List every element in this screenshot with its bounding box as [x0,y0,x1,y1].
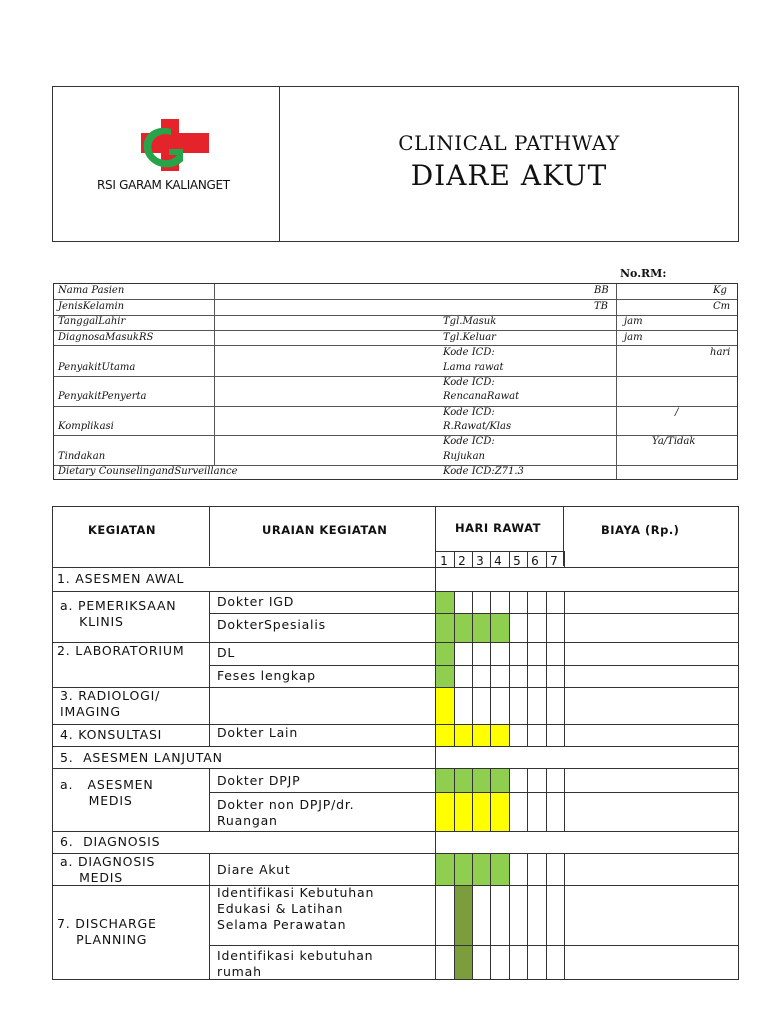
day-fill-dokter_dpjp-1 [436,768,454,792]
row-divider [53,853,738,854]
hospital-logo [137,119,211,175]
col-divider [209,724,210,746]
day-col-divider [472,642,473,665]
day-col-divider [527,665,528,687]
day-col-divider [472,724,473,746]
col-divider [209,687,210,724]
row-divider [210,792,738,793]
day-col-divider [509,885,510,945]
section-diagnosis: 6. DIAGNOSIS [60,834,161,849]
no-rm-label: No.RM: [620,267,667,280]
day-col-divider [454,665,455,687]
label-penyakit-penyerta: PenyakitPenyerta [58,391,147,402]
label-ya-tidak: Ya/Tidak [652,436,696,447]
section-radiologi: 3. RADIOLOGI/ IMAGING [60,688,161,719]
day-fill-diare_akut-4 [490,853,509,885]
day-col-divider [546,591,547,613]
section-konsultasi: 4. KONSULTASI [60,727,163,742]
label-hari: hari [710,347,731,358]
day-col-divider [564,724,565,746]
day-fill-radiologi-1 [436,687,454,724]
day-col-divider [509,945,510,979]
day-col-divider [546,687,547,724]
day-col-divider [472,665,473,687]
label-tb: TB [594,301,609,312]
col-divider [209,768,210,792]
day-fill-dokter_lain-1 [436,724,454,746]
day-col-divider [490,853,491,885]
day-fill-dokter_lain-3 [472,724,490,746]
day-fill-identifikasi_edukasi-2 [454,885,472,945]
day-col-divider [490,768,491,792]
label-tgl-masuk: Tgl.Masuk [443,316,497,327]
day-col-divider [527,768,528,792]
day-col-divider [564,642,565,665]
item-dokter-igd: Dokter IGD [217,594,295,609]
day-fill-dokter_non_dpjp-3 [472,792,490,831]
day-col-divider [527,687,528,724]
day-col-divider [472,885,473,945]
label-penyakit-utama: PenyakitUtama [58,362,136,373]
day-col-divider [509,642,510,665]
day-col-divider [472,768,473,792]
day-col-divider [454,591,455,613]
label-cm: Cm [713,301,731,312]
day-number-6: 6 [531,554,539,568]
day-number-1: 1 [440,554,448,568]
day-col-divider [472,687,473,724]
row-divider [53,885,738,886]
day-col-divider [546,945,547,979]
label-nama-pasien: Nama Pasien [58,285,125,296]
item-dokter-lain: Dokter Lain [217,725,299,740]
label-komplikasi: Komplikasi [58,421,114,432]
row-divider [53,768,738,769]
item-dl: DL [217,645,236,660]
col-divider [209,885,210,945]
col-divider [209,665,210,687]
day-col-divider [490,687,491,724]
day-fill-diare_akut-1 [436,853,454,885]
day-col-divider [546,665,547,687]
day-fill-diare_akut-3 [472,853,490,885]
day-col-divider [509,792,510,831]
day-fill-dokter_spesialis-4 [490,613,509,642]
day-col-divider [527,853,528,885]
col-divider [209,945,210,979]
label-kode-icd-z: Kode ICD:Z71.3 [443,466,524,477]
label-tindakan: Tindakan [58,451,106,462]
label-kode-icd-2: Kode ICD: [443,377,495,388]
day-col-divider [509,687,510,724]
day-number-4: 4 [494,554,502,568]
day-col-divider [564,853,565,885]
day-col-divider [546,792,547,831]
label-kg: Kg [713,285,727,296]
label-jenis-kelamin: JenisKelamin [58,301,125,312]
section-pemeriksaan-klinis: a. PEMERIKSAAN KLINIS [60,598,177,629]
label-rujukan: Rujukan [443,451,485,462]
day-fill-dl-1 [436,642,454,665]
header-biaya: BIAYA (Rp.) [601,523,680,537]
row-divider [210,665,738,666]
day-col-divider [490,885,491,945]
col-divider [435,507,436,979]
header-uraian: URAIAN KEGIATAN [262,523,388,537]
day-fill-dokter_dpjp-2 [454,768,472,792]
row-divider [210,945,738,946]
day-col-divider [509,768,510,792]
day-col-divider [472,853,473,885]
label-kode-icd-3: Kode ICD: [443,407,495,418]
row-divider [53,831,738,832]
day-col-divider [509,591,510,613]
label-kode-icd-1: Kode ICD: [443,347,495,358]
item-feses-lengkap: Feses lengkap [217,668,316,683]
day-fill-dokter_spesialis-1 [436,613,454,642]
day-col-divider [490,613,491,642]
header-box [52,86,739,242]
day-col-divider [472,591,473,613]
header-kegiatan: KEGIATAN [88,523,156,537]
day-fill-identifikasi_rumah-2 [454,945,472,979]
day-col-divider [564,792,565,831]
row-divider [53,724,738,725]
label-tgl-keluar: Tgl.Keluar [443,332,496,343]
patient-info-table [53,283,738,480]
day-fill-dokter_dpjp-3 [472,768,490,792]
item-dokter-dpjp: Dokter DPJP [217,773,301,788]
day-col-divider [454,768,455,792]
row-divider [54,330,737,331]
row-divider [54,376,737,377]
row-divider [54,299,737,300]
day-col-divider [509,665,510,687]
day-col-divider [546,613,547,642]
row-divider [54,345,737,346]
day-col-divider [490,945,491,979]
col-divider [209,591,210,613]
col-divider [214,284,215,465]
day-col-divider [564,768,565,792]
item-dokter-spesialis: DokterSpesialis [217,617,326,632]
label-tanggal-lahir: TanggalLahir [58,316,126,327]
day-col-divider [509,853,510,885]
label-rencana-rawat: RencanaRawat [443,391,520,402]
row-divider [436,551,564,552]
day-col-divider [454,724,455,746]
label-jam-keluar: jam [624,332,643,343]
day-number-3: 3 [476,554,484,568]
col-divider [209,792,210,831]
col-divider [616,284,617,479]
label-diagnosa-masuk: DiagnosaMasukRS [58,332,154,343]
day-col-divider [564,613,565,642]
day-number-5: 5 [513,554,521,568]
day-col-divider [454,613,455,642]
document-title-line2: DIARE AKUT [410,159,608,192]
row-divider [53,591,738,592]
row-divider [53,567,738,568]
day-col-divider [527,724,528,746]
label-r-rawat-klas: R.Rawat/Klas [443,421,512,432]
label-slash: / [675,407,679,418]
day-col-divider [546,885,547,945]
day-fill-dokter_spesialis-3 [472,613,490,642]
day-col-divider [527,885,528,945]
day-col-divider [546,724,547,746]
row-divider [54,435,737,436]
day-col-divider [490,591,491,613]
day-col-divider [564,945,565,979]
day-fill-dokter_spesialis-2 [454,613,472,642]
label-dietary: Dietary CounselingandSurveillance [58,466,238,477]
item-identifikasi-edukasi: Identifikasi Kebutuhan Edukasi & Latihan Selama Perawatan [217,885,375,932]
item-dokter-non-dpjp: Dokter non DPJP/dr. Ruangan [217,797,355,828]
section-asesmen-lanjutan: 5. ASESMEN LANJUTAN [60,750,223,765]
day-col-divider [546,768,547,792]
day-col-divider [472,945,473,979]
section-discharge-planning: 7. DISCHARGE PLANNING [57,916,157,947]
day-col-divider [527,792,528,831]
day-fill-diare_akut-2 [454,853,472,885]
row-divider [54,406,737,407]
day-col-divider [564,687,565,724]
day-col-divider [564,665,565,687]
section-diagnosis-medis: a. DIAGNOSIS MEDIS [60,854,156,885]
day-col-divider [454,642,455,665]
row-divider [53,746,738,747]
day-fill-feses_lengkap-1 [436,665,454,687]
section-laboratorium: 2. LABORATORIUM [57,643,185,658]
day-col-divider [490,792,491,831]
day-fill-dokter_lain-2 [454,724,472,746]
day-fill-dokter_igd-1 [436,591,454,613]
col-divider [209,613,210,642]
day-col-divider [454,792,455,831]
day-col-divider [546,642,547,665]
label-jam-masuk: jam [624,316,643,327]
day-col-divider [527,945,528,979]
label-kode-icd-4: Kode ICD: [443,436,495,447]
day-col-divider [490,665,491,687]
day-col-divider [490,724,491,746]
header-hari-rawat: HARI RAWAT [455,521,541,535]
day-col-divider [472,613,473,642]
day-fill-dokter_non_dpjp-2 [454,792,472,831]
day-col-divider [564,551,565,567]
day-number-2: 2 [458,554,466,568]
day-fill-dokter_lain-4 [490,724,509,746]
day-col-divider [564,591,565,613]
row-divider [210,613,738,614]
day-col-divider [454,687,455,724]
day-fill-dokter_non_dpjp-1 [436,792,454,831]
section-asesmen-awal: 1. ASESMEN AWAL [57,571,185,586]
label-lama-rawat: Lama rawat [443,362,504,373]
hospital-name: RSI GARAM KALIANGET [97,178,230,192]
day-fill-dokter_non_dpjp-4 [490,792,509,831]
col-divider [209,853,210,885]
day-col-divider [527,591,528,613]
col-divider [209,507,210,566]
day-col-divider [546,853,547,885]
col-divider [209,642,210,665]
day-col-divider [454,853,455,885]
day-col-divider [527,642,528,665]
day-col-divider [454,885,455,945]
item-diare-akut: Diare Akut [217,862,291,877]
day-col-divider [509,724,510,746]
day-number-7: 7 [550,554,558,568]
document-title-line1: CLINICAL PATHWAY [398,131,620,155]
item-identifikasi-rumah: Identifikasi kebutuhan rumah [217,948,374,979]
label-bb: BB [594,285,609,296]
day-col-divider [454,945,455,979]
day-col-divider [509,613,510,642]
day-col-divider [472,792,473,831]
section-asesmen-medis: a. ASESMEN MEDIS [60,777,154,808]
day-col-divider [564,885,565,945]
day-col-divider [490,642,491,665]
day-fill-dokter_dpjp-4 [490,768,509,792]
day-col-divider [527,613,528,642]
